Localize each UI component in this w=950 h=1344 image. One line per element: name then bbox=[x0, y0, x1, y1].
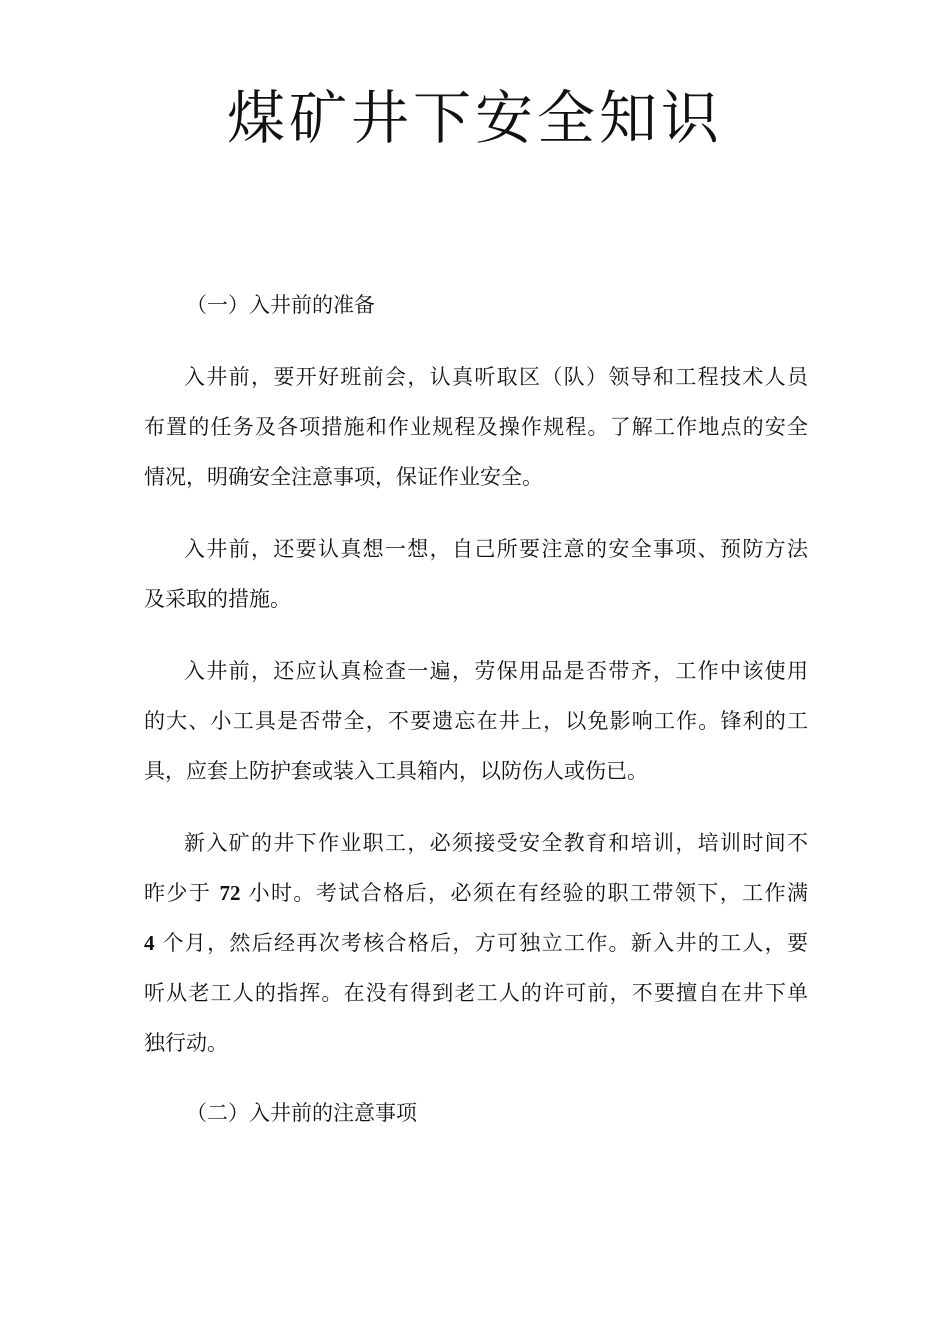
paragraph-line: 情况，明确安全注意事项，保证作业安全。 bbox=[144, 465, 543, 489]
paragraph-line: 入井前，还要认真想一想，自己所要注意的安全事项、预防方法 bbox=[184, 537, 808, 561]
paragraph-line: 听从老工人的指挥。在没有得到老工人的许可前，不要擅自在井下单 bbox=[144, 981, 808, 1005]
hours-number: 72 bbox=[219, 881, 241, 905]
paragraph-line: 新入矿的井下作业职工，必须接受安全教育和培训，培训时间不 bbox=[184, 831, 808, 855]
text-fragment: 个月，然后经再次考核合格后，方可独立工作。新入井的工人，要 bbox=[162, 931, 808, 955]
document-title: 煤矿井下安全知识 bbox=[226, 84, 723, 152]
paragraph-4 bbox=[144, 818, 808, 1068]
paragraph-line: 的大、小工具是否带全，不要遗忘在井上，以免影响工作。锋利的工 bbox=[144, 709, 808, 733]
section-heading-1: （一）入井前的准备 bbox=[186, 293, 375, 317]
paragraph-line: 具，应套上防护套或装入工具箱内，以防伤人或伤已。 bbox=[144, 759, 648, 783]
paragraph-line: 入井前，要开好班前会，认真听取区（队）领导和工程技术人员 bbox=[184, 365, 808, 389]
paragraph-line: 入井前，还应认真检查一遍，劳保用品是否带齐，工作中该使用 bbox=[184, 659, 808, 683]
paragraph-line bbox=[144, 868, 808, 918]
text-fragment: 昨少于 bbox=[144, 881, 212, 905]
paragraph-2 bbox=[144, 524, 808, 624]
paragraph-line: 及采取的措施。 bbox=[144, 587, 291, 611]
section-heading-2: （二）入井前的注意事项 bbox=[186, 1101, 417, 1125]
paragraph-line: 独行动。 bbox=[144, 1031, 228, 1055]
text-fragment: 小时。考试合格后，必须在有经验的职工带领下，工作满 bbox=[248, 881, 809, 905]
paragraph-3 bbox=[144, 646, 808, 796]
months-number: 4 bbox=[144, 931, 155, 955]
paragraph-line bbox=[144, 918, 808, 968]
paragraph-1 bbox=[144, 352, 808, 502]
paragraph-line: 布置的任务及各项措施和作业规程及操作规程。了解工作地点的安全 bbox=[144, 415, 808, 439]
